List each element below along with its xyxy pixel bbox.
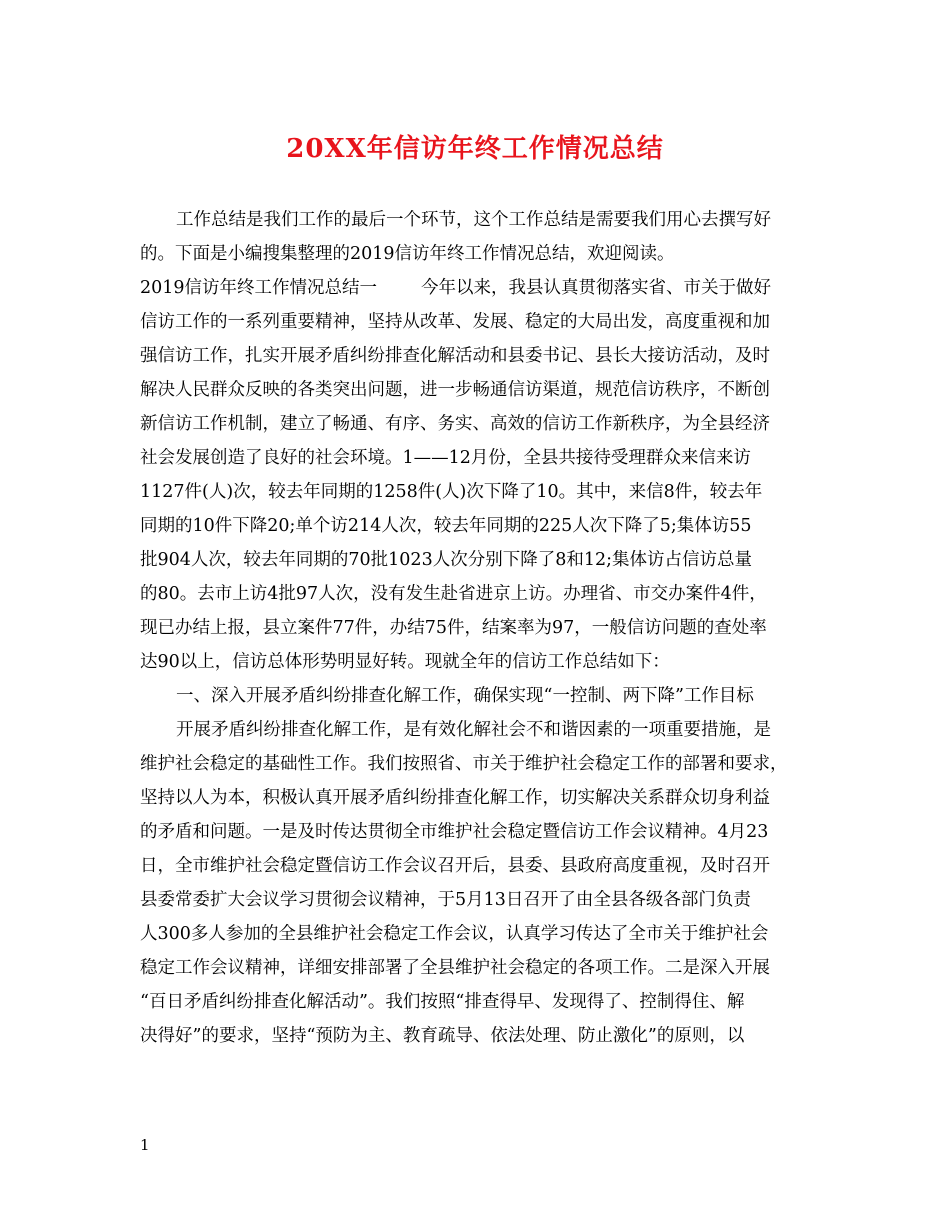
text-line-content: 开展矛盾纠纷排查化解工作，是有效化解社会不和谐因素的一项重要措施，是 (176, 720, 771, 740)
text-line-content: 新信访工作机制，建立了畅通、有序、务实、高效的信访工作新秩序，为全县经济 (140, 414, 770, 434)
text-line (140, 645, 820, 679)
text-line-content: 信访工作的一系列重要精神，坚持从改革、发展、稳定的大局出发，高度重视和加 (140, 312, 770, 332)
text-line-content: 的矛盾和问题。一是及时传达贯彻全市维护社会稳定暨信访工作会议精神。4月23 (140, 822, 769, 842)
text-line (140, 407, 820, 441)
text-line (140, 883, 820, 917)
text-line (140, 305, 820, 339)
text-line-content: 县委常委扩大会议学习贯彻会议精神，于5月13日召开了由全县各级各部门负责 (140, 890, 751, 910)
text-line-content: 坚持以人为本，积极认真开展矛盾纠纷排查化解工作，切实解决关系群众切身利益 (140, 788, 770, 808)
text-line (140, 781, 820, 815)
text-line (140, 237, 820, 271)
text-line-content: “百日矛盾纠纷排查化解活动”。我们按照“排查得早、发现得了、控制得住、解 (140, 992, 745, 1012)
text-line (140, 849, 820, 883)
text-line (140, 747, 820, 781)
text-line (140, 475, 820, 509)
text-line-content: 今年以来，我县认真贯彻落实省、市关于做好 (421, 278, 772, 298)
text-line-content: 同期的10件下降20;单个访214人次，较去年同期的225人次下降了5;集体访55 (140, 516, 752, 536)
text-line (140, 951, 820, 985)
text-line (140, 203, 820, 237)
text-line (140, 543, 820, 577)
text-line-content: 维护社会稳定的基础性工作。我们按照省、市关于维护社会稳定工作的部署和要求， (140, 754, 788, 774)
text-line-content: 稳定工作会议精神，详细安排部署了全县维护社会稳定的各项工作。二是深入开展 (140, 958, 770, 978)
text-line-content: 一、深入开展矛盾纠纷排查化解工作，确保实现“一控制、两下降”工作目标 (176, 686, 754, 706)
text-line-content: 批904人次，较去年同期的70批1023人次分别下降了8和12;集体访占信访总量 (140, 550, 753, 570)
text-line (140, 441, 820, 475)
text-line-content: 社会发展创造了良好的社会环境。1——12月份，全县共接待受理群众来信来访 (140, 448, 751, 468)
text-line (140, 577, 820, 611)
text-line-content: 达90以上，信访总体形势明显好转。现就全年的信访工作总结如下： (140, 652, 670, 672)
page-number: 1 (140, 1136, 150, 1154)
document-title: 20XX年信访年终工作情况总结 (286, 134, 664, 164)
text-line-content: 强信访工作，扎实开展矛盾纠纷排查化解活动和县委书记、县长大接访活动，及时 (140, 346, 770, 366)
text-line (140, 815, 820, 849)
text-line (140, 679, 820, 713)
text-line-content: 2019信访年终工作情况总结一 (140, 278, 378, 298)
text-line-content: 解决人民群众反映的各类突出问题，进一步畅通信访渠道，规范信访秩序，不断创 (140, 380, 770, 400)
text-line (140, 1019, 820, 1053)
text-line-content: 日，全市维护社会稳定暨信访工作会议召开后，县委、县政府高度重视，及时召开 (140, 856, 770, 876)
text-line-content: 1127件(人)次，较去年同期的1258件(人)次下降了10。其中，来信8件，较去年 (140, 482, 763, 502)
text-line (140, 271, 820, 305)
text-line-content: 工作总结是我们工作的最后一个环节，这个工作总结是需要我们用心去撰写好 (176, 210, 771, 230)
text-line-content: 人300多人参加的全县维护社会稳定工作会议，认真学习传达了全市关于维护社会 (140, 924, 769, 944)
text-line-content: 现已办结上报，县立案件77件，办结75件，结案率为97，一般信访问题的查处率 (140, 618, 767, 638)
text-line-content: 的。下面是小编搜集整理的2019信访年终工作情况总结，欢迎阅读。 (140, 244, 675, 264)
text-line (140, 509, 820, 543)
text-line (140, 611, 820, 645)
text-line-content: 的80。去市上访4批97人次，没有发生赴省进京上访。办理省、市交办案件4件， (140, 584, 767, 604)
text-line (140, 917, 820, 951)
text-line (140, 713, 820, 747)
text-line (140, 985, 820, 1019)
text-line (140, 339, 820, 373)
text-line-content: 决得好”的要求，坚持“预防为主、教育疏导、依法处理、防止激化”的原则，以 (140, 1026, 745, 1046)
document-body (140, 203, 820, 1053)
text-line (140, 373, 820, 407)
